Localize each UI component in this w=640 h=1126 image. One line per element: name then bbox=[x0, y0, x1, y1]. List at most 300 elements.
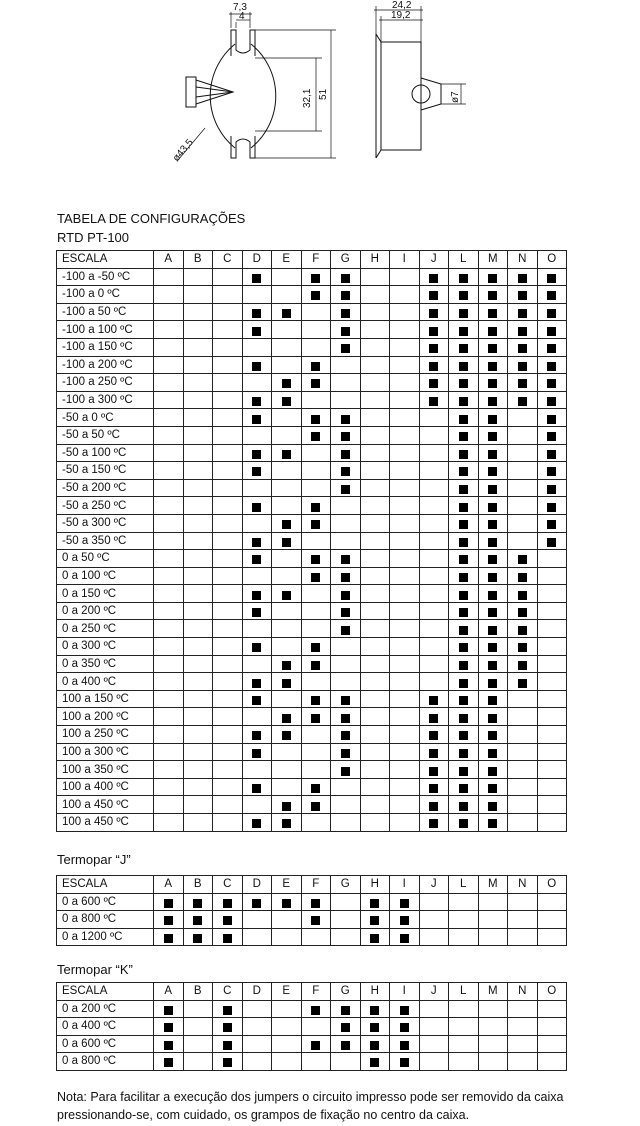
jumper-cell-d bbox=[242, 444, 272, 462]
jumper-cell-j bbox=[419, 1053, 449, 1071]
jumper-cell-n bbox=[508, 690, 538, 708]
jumper-cell-i bbox=[390, 444, 420, 462]
jumper-cell-e bbox=[272, 356, 302, 374]
jumper-mark bbox=[252, 362, 261, 371]
column-header-n: N bbox=[508, 876, 538, 894]
jumper-cell-b bbox=[183, 374, 213, 392]
jumper-cell-g bbox=[331, 374, 361, 392]
jumper-cell-b bbox=[183, 638, 213, 656]
jumper-cell-d bbox=[242, 1018, 272, 1036]
scale-label: -100 a 50 ºC bbox=[57, 303, 154, 321]
jumper-mark bbox=[459, 749, 468, 758]
scale-label: -100 a 100 ºC bbox=[57, 321, 154, 339]
jumper-cell-o bbox=[537, 286, 567, 304]
dim-depth-inner: 19,2 bbox=[391, 10, 411, 21]
jumper-mark bbox=[488, 661, 497, 670]
jumper-cell-m bbox=[478, 743, 508, 761]
column-header-o: O bbox=[537, 983, 567, 1001]
jumper-cell-e bbox=[272, 426, 302, 444]
jumper-cell-e bbox=[272, 374, 302, 392]
column-header-j: J bbox=[419, 876, 449, 894]
jumper-cell-b bbox=[183, 761, 213, 779]
jumper-cell-c bbox=[213, 602, 243, 620]
jumper-mark bbox=[547, 362, 556, 371]
jumper-cell-l bbox=[449, 514, 479, 532]
jumper-cell-m bbox=[478, 268, 508, 286]
jumper-cell-a bbox=[154, 514, 184, 532]
jumper-cell-b bbox=[183, 673, 213, 691]
jumper-cell-f bbox=[301, 462, 331, 480]
jumper-mark bbox=[341, 767, 350, 776]
jumper-cell-h bbox=[360, 497, 390, 515]
jumper-cell-o bbox=[537, 928, 567, 946]
jumper-cell-b bbox=[183, 567, 213, 585]
jumper-mark bbox=[311, 379, 320, 388]
jumper-cell-j bbox=[419, 268, 449, 286]
jumper-cell-o bbox=[537, 321, 567, 339]
jumper-cell-i bbox=[390, 796, 420, 814]
jumper-mark bbox=[488, 679, 497, 688]
jumper-mark bbox=[193, 899, 202, 908]
jumper-cell-d bbox=[242, 620, 272, 638]
jumper-cell-c bbox=[213, 567, 243, 585]
jumper-mark bbox=[518, 573, 527, 582]
table-row bbox=[57, 268, 567, 286]
jumper-cell-m bbox=[478, 928, 508, 946]
jumper-mark bbox=[429, 802, 438, 811]
jumper-cell-o bbox=[537, 1000, 567, 1018]
jumper-cell-l bbox=[449, 796, 479, 814]
jumper-cell-l bbox=[449, 1035, 479, 1053]
table-row bbox=[57, 673, 567, 691]
jumper-cell-b bbox=[183, 778, 213, 796]
top-slot bbox=[231, 30, 255, 56]
jumper-cell-c bbox=[213, 911, 243, 929]
jumper-cell-h bbox=[360, 532, 390, 550]
column-header-h: H bbox=[360, 876, 390, 894]
column-header-b: B bbox=[183, 983, 213, 1001]
jumper-cell-d bbox=[242, 743, 272, 761]
jumper-mark bbox=[488, 274, 497, 283]
jumper-mark bbox=[252, 819, 261, 828]
jumper-mark bbox=[459, 573, 468, 582]
jumper-cell-m bbox=[478, 550, 508, 568]
jumper-mark bbox=[518, 591, 527, 600]
jumper-cell-i bbox=[390, 708, 420, 726]
jumper-mark bbox=[282, 661, 291, 670]
jumper-cell-d bbox=[242, 761, 272, 779]
jumper-mark bbox=[311, 1041, 320, 1050]
jumper-cell-d bbox=[242, 673, 272, 691]
jumper-mark bbox=[252, 749, 261, 758]
jumper-cell-m bbox=[478, 1018, 508, 1036]
jumper-cell-b bbox=[183, 497, 213, 515]
jumper-mark bbox=[252, 784, 261, 793]
jumper-cell-j bbox=[419, 391, 449, 409]
jumper-mark bbox=[547, 379, 556, 388]
jumper-mark bbox=[282, 397, 291, 406]
jumper-cell-i bbox=[390, 778, 420, 796]
jumper-mark bbox=[547, 503, 556, 512]
jumper-cell-c bbox=[213, 655, 243, 673]
jumper-cell-i bbox=[390, 928, 420, 946]
jumper-cell-l bbox=[449, 761, 479, 779]
table-row bbox=[57, 796, 567, 814]
jumper-mark bbox=[488, 362, 497, 371]
jumper-mark bbox=[223, 1006, 232, 1015]
jumper-cell-e bbox=[272, 1018, 302, 1036]
jumper-cell-m bbox=[478, 893, 508, 911]
scale-label: -100 a 200 ºC bbox=[57, 356, 154, 374]
scale-label: 100 a 450 ºC bbox=[57, 814, 154, 832]
jumper-mark bbox=[488, 432, 497, 441]
jumper-mark bbox=[341, 626, 350, 635]
jumper-cell-e bbox=[272, 391, 302, 409]
jumper-cell-n bbox=[508, 321, 538, 339]
jumper-cell-o bbox=[537, 1035, 567, 1053]
jumper-mark bbox=[400, 1023, 409, 1032]
jumper-mark bbox=[459, 274, 468, 283]
jumper-cell-g bbox=[331, 338, 361, 356]
jumper-mark bbox=[488, 327, 497, 336]
jumper-cell-g bbox=[331, 356, 361, 374]
jumper-mark bbox=[282, 714, 291, 723]
jumper-cell-b bbox=[183, 286, 213, 304]
column-header-d: D bbox=[242, 983, 272, 1001]
jumper-mark bbox=[547, 291, 556, 300]
jumper-cell-f bbox=[301, 514, 331, 532]
jumper-mark bbox=[311, 415, 320, 424]
jumper-cell-b bbox=[183, 479, 213, 497]
jumper-cell-f bbox=[301, 708, 331, 726]
scale-label: -100 a -50 ºC bbox=[57, 268, 154, 286]
jumper-mark bbox=[252, 309, 261, 318]
jumper-cell-i bbox=[390, 1053, 420, 1071]
jumper-cell-o bbox=[537, 338, 567, 356]
jumper-cell-j bbox=[419, 928, 449, 946]
jumper-cell-e bbox=[272, 602, 302, 620]
jumper-mark bbox=[311, 643, 320, 652]
jumper-cell-a bbox=[154, 708, 184, 726]
jumper-cell-l bbox=[449, 567, 479, 585]
jumper-mark bbox=[252, 555, 261, 564]
jumper-cell-h bbox=[360, 426, 390, 444]
jumper-cell-j bbox=[419, 303, 449, 321]
jumper-cell-a bbox=[154, 726, 184, 744]
jumper-cell-g bbox=[331, 391, 361, 409]
jumper-mark bbox=[547, 274, 556, 283]
jumper-cell-c bbox=[213, 514, 243, 532]
jumper-mark bbox=[459, 327, 468, 336]
jumper-cell-a bbox=[154, 356, 184, 374]
jumper-cell-f bbox=[301, 286, 331, 304]
jumper-mark bbox=[429, 767, 438, 776]
jumper-cell-a bbox=[154, 796, 184, 814]
scale-label: 0 a 250 ºC bbox=[57, 620, 154, 638]
jumper-cell-c bbox=[213, 778, 243, 796]
jumper-mark bbox=[518, 291, 527, 300]
jumper-cell-c bbox=[213, 796, 243, 814]
scale-label: -50 a 200 ºC bbox=[57, 479, 154, 497]
jumper-cell-n bbox=[508, 550, 538, 568]
jumper-cell-e bbox=[272, 497, 302, 515]
jumper-cell-i bbox=[390, 814, 420, 832]
jumper-cell-h bbox=[360, 268, 390, 286]
jumper-cell-g bbox=[331, 1000, 361, 1018]
jumper-cell-g bbox=[331, 426, 361, 444]
jumper-cell-i bbox=[390, 726, 420, 744]
jumper-cell-g bbox=[331, 532, 361, 550]
jumper-mark bbox=[488, 379, 497, 388]
jumper-cell-m bbox=[478, 426, 508, 444]
jumper-cell-m bbox=[478, 708, 508, 726]
jumper-cell-e bbox=[272, 1000, 302, 1018]
scale-label: -100 a 300 ºC bbox=[57, 391, 154, 409]
jumper-cell-n bbox=[508, 761, 538, 779]
jumper-cell-h bbox=[360, 928, 390, 946]
jumper-cell-h bbox=[360, 286, 390, 304]
jumper-cell-i bbox=[390, 1000, 420, 1018]
jumper-mark bbox=[223, 1058, 232, 1067]
scale-header: ESCALA bbox=[57, 251, 154, 269]
column-header-m: M bbox=[478, 983, 508, 1001]
jumper-cell-f bbox=[301, 532, 331, 550]
jumper-cell-o bbox=[537, 444, 567, 462]
jumper-mark bbox=[429, 731, 438, 740]
jumper-mark bbox=[459, 626, 468, 635]
jumper-cell-j bbox=[419, 726, 449, 744]
table-row bbox=[57, 550, 567, 568]
jumper-cell-c bbox=[213, 286, 243, 304]
column-header-a: A bbox=[154, 876, 184, 894]
jumper-cell-d bbox=[242, 374, 272, 392]
scale-label: 100 a 200 ºC bbox=[57, 708, 154, 726]
jumper-cell-g bbox=[331, 444, 361, 462]
jumper-mark bbox=[429, 362, 438, 371]
jumper-cell-o bbox=[537, 814, 567, 832]
termopar-j-title: Termopar “J” bbox=[57, 852, 131, 867]
jumper-cell-e bbox=[272, 532, 302, 550]
jumper-mark bbox=[341, 274, 350, 283]
jumper-cell-n bbox=[508, 928, 538, 946]
jumper-mark bbox=[459, 397, 468, 406]
jumper-cell-a bbox=[154, 743, 184, 761]
jumper-mark bbox=[252, 731, 261, 740]
jumper-cell-b bbox=[183, 814, 213, 832]
jumper-mark bbox=[282, 520, 291, 529]
jumper-cell-j bbox=[419, 796, 449, 814]
jumper-cell-b bbox=[183, 532, 213, 550]
jumper-mark bbox=[429, 714, 438, 723]
jumper-cell-o bbox=[537, 567, 567, 585]
jumper-cell-c bbox=[213, 479, 243, 497]
column-header-b: B bbox=[183, 251, 213, 269]
jumper-cell-i bbox=[390, 409, 420, 427]
jumper-cell-f bbox=[301, 911, 331, 929]
jumper-cell-n bbox=[508, 338, 538, 356]
jumper-cell-e bbox=[272, 268, 302, 286]
jumper-cell-d bbox=[242, 479, 272, 497]
jumper-cell-g bbox=[331, 761, 361, 779]
jumper-mark bbox=[252, 397, 261, 406]
jumper-mark bbox=[488, 784, 497, 793]
jumper-cell-c bbox=[213, 532, 243, 550]
jumper-cell-j bbox=[419, 690, 449, 708]
jumper-mark bbox=[282, 899, 291, 908]
jumper-cell-o bbox=[537, 620, 567, 638]
jumper-cell-j bbox=[419, 409, 449, 427]
jumper-mark bbox=[341, 415, 350, 424]
jumper-cell-m bbox=[478, 532, 508, 550]
jumper-mark bbox=[518, 327, 527, 336]
jumper-mark bbox=[164, 1058, 173, 1067]
table-row bbox=[57, 1018, 567, 1036]
table-row bbox=[57, 374, 567, 392]
jumper-mark bbox=[341, 450, 350, 459]
table-row bbox=[57, 567, 567, 585]
jumper-mark bbox=[311, 714, 320, 723]
jumper-cell-c bbox=[213, 1053, 243, 1071]
jumper-cell-a bbox=[154, 673, 184, 691]
jumper-mark bbox=[164, 916, 173, 925]
jumper-cell-n bbox=[508, 1053, 538, 1071]
jumper-cell-m bbox=[478, 1000, 508, 1018]
jumper-cell-o bbox=[537, 497, 567, 515]
scale-label: 100 a 150 ºC bbox=[57, 690, 154, 708]
jumper-mark bbox=[459, 538, 468, 547]
jumper-mark bbox=[488, 467, 497, 476]
jumper-cell-m bbox=[478, 479, 508, 497]
jumper-cell-o bbox=[537, 356, 567, 374]
jumper-cell-a bbox=[154, 286, 184, 304]
jumper-cell-o bbox=[537, 726, 567, 744]
jumper-mark bbox=[488, 608, 497, 617]
jumper-cell-g bbox=[331, 585, 361, 603]
jumper-mark bbox=[488, 714, 497, 723]
jumper-mark bbox=[252, 608, 261, 617]
jumper-mark bbox=[252, 643, 261, 652]
jumper-cell-n bbox=[508, 268, 538, 286]
jumper-cell-a bbox=[154, 638, 184, 656]
jumper-cell-j bbox=[419, 708, 449, 726]
jumper-mark bbox=[311, 555, 320, 564]
jumper-cell-f bbox=[301, 726, 331, 744]
jumper-cell-f bbox=[301, 814, 331, 832]
jumper-cell-n bbox=[508, 655, 538, 673]
jumper-cell-n bbox=[508, 796, 538, 814]
jumper-mark bbox=[429, 327, 438, 336]
column-header-c: C bbox=[213, 983, 243, 1001]
jumper-cell-a bbox=[154, 426, 184, 444]
jumper-cell-a bbox=[154, 532, 184, 550]
jumper-cell-l bbox=[449, 532, 479, 550]
jumper-cell-n bbox=[508, 532, 538, 550]
jumper-cell-f bbox=[301, 303, 331, 321]
jumper-cell-b bbox=[183, 303, 213, 321]
scale-label: -100 a 150 ºC bbox=[57, 338, 154, 356]
jumper-cell-o bbox=[537, 743, 567, 761]
table-row bbox=[57, 814, 567, 832]
scale-label: 0 a 600 ºC bbox=[57, 1035, 154, 1053]
jumper-cell-b bbox=[183, 268, 213, 286]
jumper-cell-m bbox=[478, 602, 508, 620]
column-header-j: J bbox=[419, 983, 449, 1001]
table-row bbox=[57, 286, 567, 304]
jumper-cell-e bbox=[272, 409, 302, 427]
jumper-cell-o bbox=[537, 303, 567, 321]
jumper-cell-l bbox=[449, 444, 479, 462]
jumper-cell-n bbox=[508, 708, 538, 726]
jumper-cell-h bbox=[360, 374, 390, 392]
jumper-cell-n bbox=[508, 303, 538, 321]
case-front-outline bbox=[210, 44, 235, 148]
jumper-cell-g bbox=[331, 928, 361, 946]
jumper-cell-g bbox=[331, 673, 361, 691]
jumper-cell-h bbox=[360, 743, 390, 761]
jumper-mark bbox=[252, 415, 261, 424]
jumper-cell-d bbox=[242, 514, 272, 532]
jumper-cell-c bbox=[213, 638, 243, 656]
jumper-cell-f bbox=[301, 356, 331, 374]
jumper-cell-l bbox=[449, 409, 479, 427]
jumper-mark bbox=[341, 731, 350, 740]
jumper-cell-c bbox=[213, 585, 243, 603]
jumper-cell-o bbox=[537, 409, 567, 427]
jumper-cell-j bbox=[419, 356, 449, 374]
jumper-cell-f bbox=[301, 638, 331, 656]
table-row bbox=[57, 514, 567, 532]
jumper-mark bbox=[311, 899, 320, 908]
jumper-cell-f bbox=[301, 620, 331, 638]
jumper-cell-g bbox=[331, 268, 361, 286]
jumper-cell-n bbox=[508, 374, 538, 392]
jumper-cell-h bbox=[360, 444, 390, 462]
jumper-cell-l bbox=[449, 638, 479, 656]
jumper-mark bbox=[311, 503, 320, 512]
jumper-cell-a bbox=[154, 585, 184, 603]
jumper-mark bbox=[488, 731, 497, 740]
jumper-cell-d bbox=[242, 778, 272, 796]
jumper-cell-i bbox=[390, 620, 420, 638]
scale-label: 0 a 300 ºC bbox=[57, 638, 154, 656]
table-row bbox=[57, 893, 567, 911]
scale-label: 0 a 150 ºC bbox=[57, 585, 154, 603]
jumper-cell-i bbox=[390, 462, 420, 480]
jumper-mark bbox=[341, 327, 350, 336]
jumper-mark bbox=[429, 291, 438, 300]
jumper-mark bbox=[311, 661, 320, 670]
jumper-cell-c bbox=[213, 462, 243, 480]
jumper-cell-c bbox=[213, 1018, 243, 1036]
jumper-cell-d bbox=[242, 638, 272, 656]
jumper-cell-b bbox=[183, 796, 213, 814]
jumper-cell-h bbox=[360, 356, 390, 374]
jumper-cell-l bbox=[449, 726, 479, 744]
jumper-cell-d bbox=[242, 497, 272, 515]
jumper-cell-o bbox=[537, 268, 567, 286]
table-row bbox=[57, 426, 567, 444]
jumper-cell-i bbox=[390, 743, 420, 761]
jumper-cell-m bbox=[478, 690, 508, 708]
jumper-cell-i bbox=[390, 303, 420, 321]
table-row bbox=[57, 321, 567, 339]
jumper-cell-n bbox=[508, 479, 538, 497]
table-row bbox=[57, 911, 567, 929]
jumper-mark bbox=[282, 802, 291, 811]
jumper-mark bbox=[547, 485, 556, 494]
jumper-cell-o bbox=[537, 761, 567, 779]
jumper-cell-c bbox=[213, 303, 243, 321]
